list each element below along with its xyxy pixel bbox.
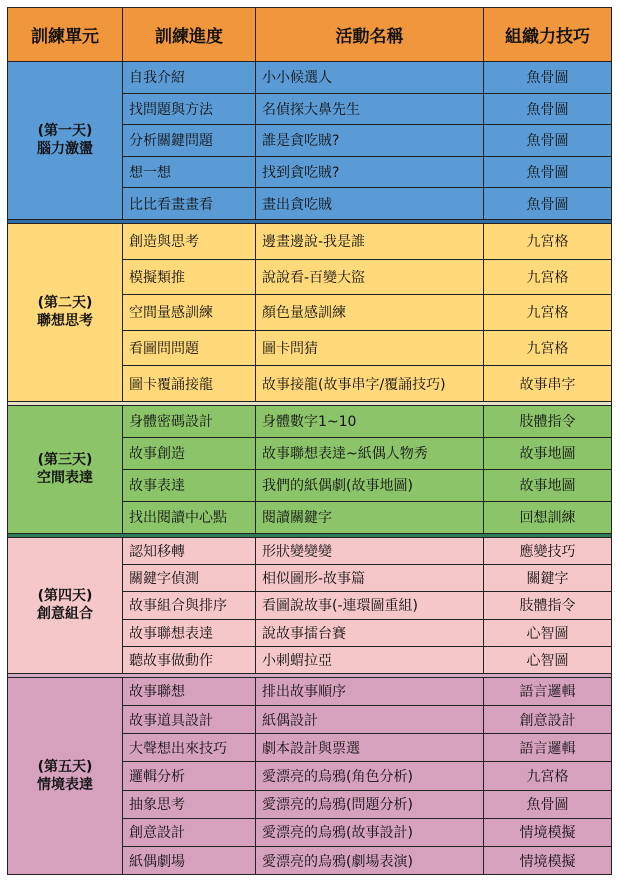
- progress-cell: 模擬類推: [123, 259, 256, 295]
- day-label: (第一天): [37, 123, 93, 140]
- activity-cell: 紙偶設計: [256, 706, 484, 734]
- progress-cell: 圖卡覆誦接龍: [123, 366, 256, 402]
- day-unit-name: 聯想思考: [37, 313, 93, 330]
- skill-cell: 魚骨圖: [484, 790, 612, 818]
- day-unit-name: 腦力激盪: [37, 141, 93, 158]
- activity-cell: 劇本設計與票選: [256, 734, 484, 762]
- activity-cell: 相似圖形-故事篇: [256, 565, 484, 592]
- header-row: [8, 8, 612, 62]
- skill-cell: 創意設計: [484, 706, 612, 734]
- progress-cell: 比比看畫畫看: [123, 188, 256, 220]
- skill-cell: 故事地圖: [484, 437, 612, 469]
- table-row: [8, 62, 612, 94]
- progress-cell: 故事聯想: [123, 677, 256, 705]
- progress-cell: 找問題與方法: [123, 93, 256, 125]
- day-unit-name: 創意組合: [37, 606, 93, 623]
- progress-cell: 創意設計: [123, 818, 256, 846]
- activity-cell: 愛漂亮的烏鴉(角色分析): [256, 762, 484, 790]
- progress-cell: 創造與思考: [123, 223, 256, 259]
- activity-cell: 小小候選人: [256, 62, 484, 94]
- table-row: [8, 223, 612, 259]
- progress-cell: 關鍵字偵測: [123, 565, 256, 592]
- activity-cell: 形狀變變變: [256, 537, 484, 564]
- activity-cell: 排出故事順序: [256, 677, 484, 705]
- activity-cell: 愛漂亮的烏鴉(故事設計): [256, 818, 484, 846]
- skill-cell: 故事串字: [484, 366, 612, 402]
- skill-cell: 故事地圖: [484, 469, 612, 501]
- skill-cell: 關鍵字: [484, 565, 612, 592]
- skill-cell: 魚骨圖: [484, 125, 612, 157]
- progress-cell: 想一想: [123, 156, 256, 188]
- skill-cell: 魚骨圖: [484, 188, 612, 220]
- activity-cell: 愛漂亮的烏鴉(問題分析): [256, 790, 484, 818]
- day-unit-cell: [8, 62, 123, 220]
- activity-cell: 故事接龍(故事串字/覆誦技巧): [256, 366, 484, 402]
- day-unit-cell: [8, 537, 123, 673]
- header-progress: 訓練進度: [123, 8, 256, 62]
- header-activity: 活動名稱: [256, 8, 484, 62]
- progress-cell: 大聲想出來技巧: [123, 734, 256, 762]
- skill-cell: 九宮格: [484, 259, 612, 295]
- progress-cell: 故事組合與排序: [123, 592, 256, 619]
- schedule-body: [8, 62, 612, 875]
- activity-cell: 顏色量感訓練: [256, 295, 484, 331]
- day-unit-name: 情境表達: [37, 777, 93, 794]
- skill-cell: 魚骨圖: [484, 93, 612, 125]
- skill-cell: 語言邏輯: [484, 677, 612, 705]
- skill-cell: 情境模擬: [484, 847, 612, 875]
- table-row: [8, 537, 612, 564]
- activity-cell: 畫出貪吃賊: [256, 188, 484, 220]
- progress-cell: 故事表達: [123, 469, 256, 501]
- day-label: (第五天): [37, 759, 93, 776]
- skill-cell: 情境模擬: [484, 818, 612, 846]
- progress-cell: 認知移轉: [123, 537, 256, 564]
- skill-cell: 肢體指令: [484, 405, 612, 437]
- progress-cell: 故事道具設計: [123, 706, 256, 734]
- progress-cell: 故事創造: [123, 437, 256, 469]
- day-label: (第三天): [37, 452, 93, 469]
- day-unit-cell: [8, 223, 123, 401]
- skill-cell: 魚骨圖: [484, 62, 612, 94]
- activity-cell: 身體數字1~10: [256, 405, 484, 437]
- activity-cell: 看圖說故事(-連環圖重組): [256, 592, 484, 619]
- progress-cell: 邏輯分析: [123, 762, 256, 790]
- progress-cell: 空間量感訓練: [123, 295, 256, 331]
- day-unit-cell: [8, 677, 123, 874]
- skill-cell: 九宮格: [484, 223, 612, 259]
- progress-cell: 聽故事做動作: [123, 646, 256, 673]
- activity-cell: 說說看-百變大盜: [256, 259, 484, 295]
- skill-cell: 魚骨圖: [484, 156, 612, 188]
- skill-cell: 心智圖: [484, 646, 612, 673]
- activity-cell: 我們的紙偶劇(故事地圖): [256, 469, 484, 501]
- progress-cell: 紙偶劇場: [123, 847, 256, 875]
- activity-cell: 小刺蝟拉亞: [256, 646, 484, 673]
- progress-cell: 身體密碼設計: [123, 405, 256, 437]
- skill-cell: 九宮格: [484, 295, 612, 331]
- skill-cell: 肢體指令: [484, 592, 612, 619]
- activity-cell: 找到貪吃賊?: [256, 156, 484, 188]
- activity-cell: 說故事擂台賽: [256, 619, 484, 646]
- skill-cell: 心智圖: [484, 619, 612, 646]
- progress-cell: 抽象思考: [123, 790, 256, 818]
- activity-cell: 閱讀關鍵字: [256, 501, 484, 533]
- activity-cell: 邊畫邊說-我是誰: [256, 223, 484, 259]
- progress-cell: 故事聯想表達: [123, 619, 256, 646]
- activity-cell: 名偵探大鼻先生: [256, 93, 484, 125]
- table-row: [8, 677, 612, 705]
- progress-cell: 自我介紹: [123, 62, 256, 94]
- progress-cell: 找出閱讀中心點: [123, 501, 256, 533]
- skill-cell: 回想訓練: [484, 501, 612, 533]
- skill-cell: 應變技巧: [484, 537, 612, 564]
- activity-cell: 圖卡問猜: [256, 330, 484, 366]
- header-skill: 組織力技巧: [484, 8, 612, 62]
- progress-cell: 看圖問問題: [123, 330, 256, 366]
- skill-cell: 九宮格: [484, 330, 612, 366]
- progress-cell: 分析關鍵問題: [123, 125, 256, 157]
- skill-cell: 語言邏輯: [484, 734, 612, 762]
- activity-cell: 故事聯想表達~紙偶人物秀: [256, 437, 484, 469]
- day-unit-cell: [8, 405, 123, 533]
- skill-cell: 九宮格: [484, 762, 612, 790]
- table-row: [8, 405, 612, 437]
- day-label: (第二天): [37, 295, 93, 312]
- header-unit: 訓練單元: [8, 8, 123, 62]
- day-label: (第四天): [37, 588, 93, 605]
- day-unit-name: 空間表達: [37, 470, 93, 487]
- training-schedule: [7, 7, 612, 875]
- activity-cell: 誰是貪吃賊?: [256, 125, 484, 157]
- activity-cell: 愛漂亮的烏鴉(劇場表演): [256, 847, 484, 875]
- schedule-table: [7, 7, 612, 875]
